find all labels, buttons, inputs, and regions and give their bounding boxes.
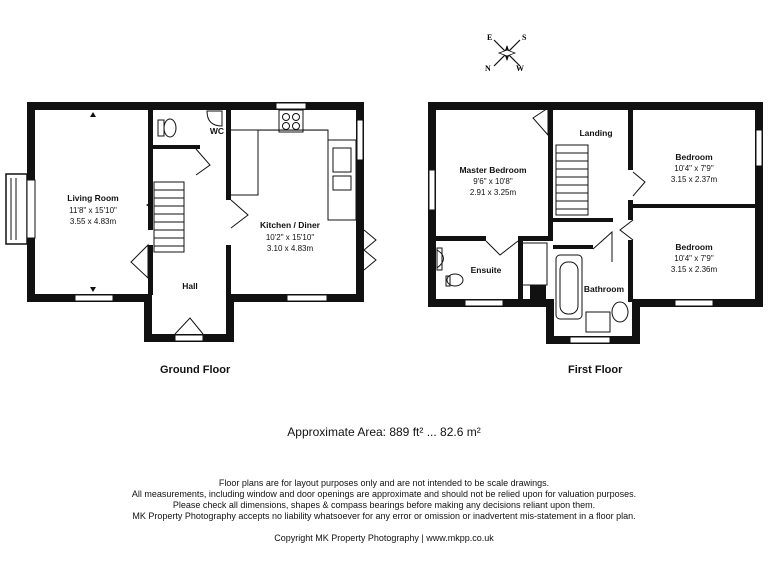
living-room-imperial: 11'8" x 15'10" [69,206,117,215]
ground-floor-title: Ground Floor [160,364,231,376]
kitchen-diner-metric: 3.10 x 4.83m [266,244,314,253]
ground-floor-plan [6,102,376,342]
master-bedroom-metric: 2.91 x 3.25m [469,188,517,197]
ground-floor-doors [131,149,376,334]
master-bedroom-name: Master Bedroom [459,165,527,175]
bedroom-2-imperial: 10'4" x 7'9" [674,254,714,263]
living-room-name: Living Room [67,193,119,203]
first-floor-title: First Floor [568,364,623,376]
copyright: Copyright MK Property Photography | www.mkpp.co.uk [274,533,494,543]
ensuite-name: Ensuite [470,265,502,275]
bedroom-1-metric: 3.15 x 2.37m [670,175,718,184]
first-floor-plan [428,102,763,344]
compass-w-label: W [516,64,524,73]
hall-name: Hall [182,281,198,291]
ground-floor-stairs [154,182,184,252]
bathroom-name: Bathroom [583,284,625,294]
kitchen-diner-name: Kitchen / Diner [260,220,320,230]
bedroom-2-name: Bedroom [675,242,713,252]
first-floor-stairs [556,145,588,215]
ground-floor-interior-walls [148,110,231,295]
compass-n-label: N [485,64,491,73]
bedroom-1-name: Bedroom [675,152,713,162]
living-room-metric: 3.55 x 4.83m [69,217,117,226]
compass-s-label: S [522,33,527,42]
living-room-bay-window [6,174,35,244]
kitchen-units [231,110,356,220]
master-bedroom-imperial: 9'6" x 10'8" [473,177,513,186]
disclaimer [0,478,768,522]
approximate-area: Approximate Area: 889 ft² ... 82.6 m² [287,425,481,439]
compass-rose [485,33,527,73]
first-floor-outer-walls [428,102,763,344]
disclaimer-line: MK Property Photography accepts no liability whatsoever for any error or omission or inadvertent mis-statement in a floor plan. [132,511,636,521]
bedroom-1-imperial: 10'4" x 7'9" [674,164,714,173]
wc-name: WC [209,126,225,136]
disclaimer-line: Floor plans are for layout purposes only and are not intended to be scale drawings. [218,478,550,488]
bedroom-2-metric: 3.15 x 2.36m [670,265,718,274]
landing-name: Landing [579,128,613,138]
compass-e-label: E [487,33,493,42]
kitchen-diner-imperial: 10'2" x 15'10" [265,233,315,242]
disclaimer-line: Please check all dimensions, shapes & compass bearings before making any decisions reliant upon them. [172,500,596,510]
disclaimer-line: All measurements, including window and door openings are approximate and should not be relied upon for valuation purposes. [131,489,637,499]
